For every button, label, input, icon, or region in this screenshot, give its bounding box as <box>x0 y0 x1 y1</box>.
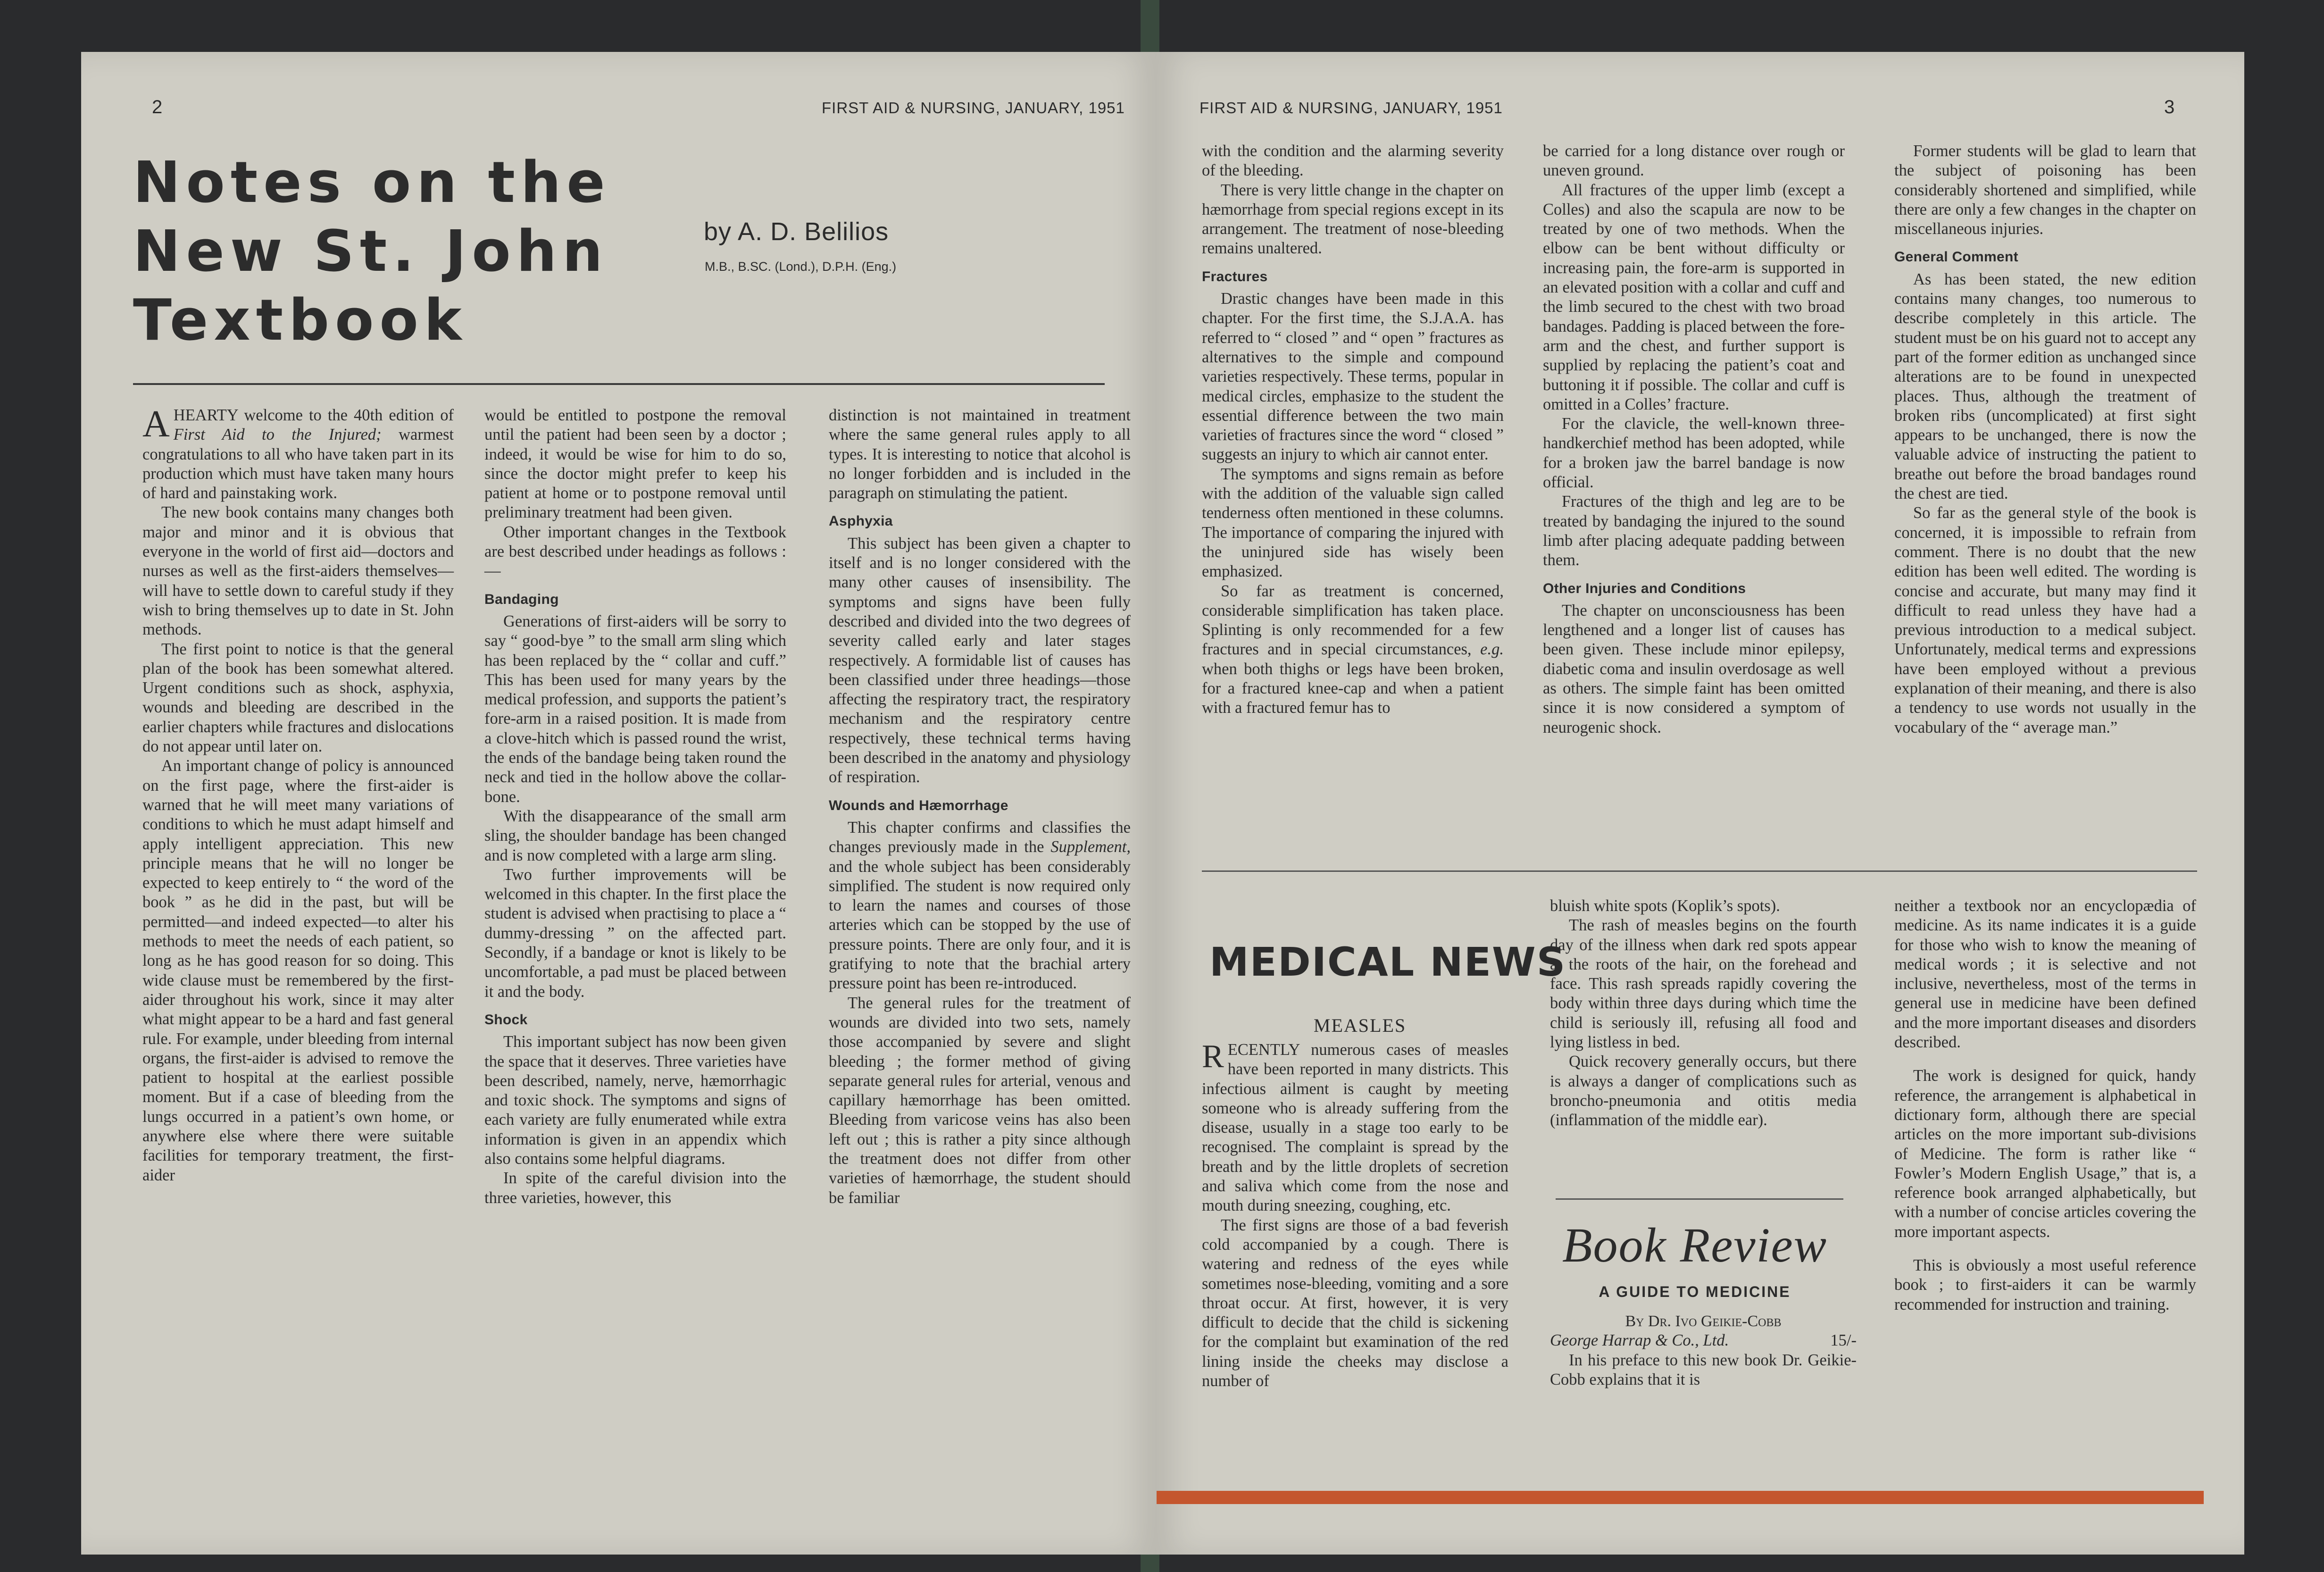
paragraph: Drastic changes have been made in this chapter. For the first time, the S.J.A.A. has referred to “ closed ” and “ open ” fractures as alternatives to the simple and compound varieties respectively. These terms, popular in medical circles, emphasize to the student the essential difference between the two main varieties of fractures since the word “ closed ” suggests an injury to which air cannot enter. <box>1202 290 1504 464</box>
paragraph: The new book contains many changes both major and minor and it is obvious that everyone in the world of first aid—doctors and nurses as well as the first-aiders themselves—will have to settle down to careful study if they wish to bring themselves up to date in St. John methods. <box>142 503 454 639</box>
paragraph: With the disappearance of the small arm sling, the shoulder bandage has been changed and is now completed with a large arm sling. <box>484 807 786 864</box>
paragraph: The work is designed for quick, handy reference, the arrangement is alphabetical in dictionary form, although there are special articles on the more important sub-divisions of Medicine. The form is rather like “ Fowler’s Modern English Usage,” that is, a reference book arranged alphabetically, but with a number of concise articles covering the more important aspects. <box>1894 1067 2196 1241</box>
book-title-italic: First Aid to the Injured; <box>173 426 382 444</box>
book-review-publisher-line <box>1550 1331 1857 1350</box>
paragraph: neither a textbook nor an encyclopædia of medicine. As its name indicates it is a guide for those who wish to know the meaning of medical words ; it is selective and not inclusive, nevertheless, most of the terms in general use in medicine have been defined and the more important diseases and disorders described. <box>1894 897 2196 1052</box>
title-line: Textbook <box>133 288 467 353</box>
paragraph: bluish white spots (Koplik’s spots). <box>1550 897 1780 915</box>
page-number: 2 <box>152 97 163 117</box>
paragraph: In spite of the careful division into the three varieties, however, this <box>484 1169 786 1207</box>
text-run: HEARTY welcome to the 40th edition of <box>173 406 454 424</box>
paragraph: The general rules for the treatment of wounds are divided into two sets, namely those accompanied by severe and slight bleeding ; the former method of giving separate general rules for arterial, venous and capillary hæmorrhage has been omitted. Bleeding from varicose veins has also been left out ; this is rather a pity since although the treatment does not differ from other varieties of hæmorrhage, the student should be familiar <box>829 994 1131 1207</box>
section-divider <box>1202 870 2197 872</box>
title-rule <box>133 383 1105 385</box>
measles-heading: MEASLES <box>1313 1015 1407 1036</box>
section-heading: Asphyxia <box>829 513 893 529</box>
paragraph: In his preface to this new book Dr. Geikie-Cobb explains that it is <box>1550 1351 1857 1388</box>
paragraph: Former students will be glad to learn that the subject of poisoning has been considerably shortened and simplified, while there are only a few changes in the chapter on miscellaneous injuries. <box>1894 142 2196 238</box>
paragraph: This important subject has now been given the space that it deserves. Three varieties have been described, namely, nerve, hæmorrhagic and toxic shock. The symptoms and signs of each variety are fully enumerated while extra information is given in an appendix which also contains some helpful diagrams. <box>484 1033 786 1168</box>
byline: by A. D. Belilios <box>704 217 889 246</box>
article-column-4 <box>1202 142 1504 718</box>
paragraph: Other important changes in the Textbook are best described under headings as follows :— <box>484 523 786 580</box>
text-run: when both thighs or legs have been broken, for a fractured knee-cap and when a patient with a fractured femur has to <box>1202 660 1504 717</box>
book-review-divider <box>1556 1198 1843 1200</box>
title-line: New St. John <box>133 219 608 284</box>
paragraph: distinction is not maintained in treatment where the same general rules apply to all types. It is interesting to notice that alcohol is no longer forbidden and is included in the paragraph on stimulating the patient. <box>829 406 1131 502</box>
paragraph: The first point to notice is that the general plan of the book has been somewhat altered. Urgent conditions such as shock, asphyxia, wounds and bleeding are described in the earlier chapters while fractures and dislocations do not appear until later on. <box>142 640 454 756</box>
running-header: FIRST AID & NURSING, JANUARY, 1951 <box>1199 99 1503 117</box>
article-column-3 <box>829 406 1131 1208</box>
paragraph: An important change of policy is announced on the first page, where the first-aider is warned that he will meet many variations of conditions to which he must adapt himself and apply intelligent appreciation. This new principle means that he will no longer be expected to keep entirely to “ the word of the book ” as he did in the past, but will be permitted—and indeed expected—to alter his methods to meet the needs of each patient, so long as he has good reason for so doing. This wide clause must be remembered by the first-aider throughout his work, since it may alter what might appear to be a hard and fast general rule. For example, under bleeding from internal organs, the first-aider is advised to remove the patient to hospital at the earliest possible moment. But if a case of bleeding from the lungs occurred in a patient’s own home, or anywhere else where there were suitable facilities for temporary treatment, the first-aider <box>142 757 454 1184</box>
left-page <box>81 52 1157 1555</box>
paragraph: All fractures of the upper limb (except a Colles) and also the scapula are now to be treated by one of two methods. When the elbow can be bent without difficulty or increasing pain, the fore-arm is supported in an elevated position with a collar and cuff and the limb secured to the chest with two broad bandages. Padding is placed between the fore-arm and the chest, and further support is supplied by replacing the patient’s coat and buttoning it if possible. The collar and cuff is omitted in a Colles’ fracture. <box>1543 181 1845 413</box>
paragraph: be carried for a long distance over rough or uneven ground. <box>1543 142 1845 180</box>
paragraph: The first signs are those of a bad feverish cold accompanied by a cough. There is watering and redness of the eyes while sometimes nose-bleeding, vomiting and a sore throat occur. At first, however, it is very difficult to decide that the child is sickening for the complaint but examination of the red lining inside the cheeks may disclose a number of <box>1202 1216 1508 1390</box>
medical-news-column-2 <box>1550 896 1857 1130</box>
paragraph: Fractures of the thigh and leg are to be treated by bandaging the injured to the sound limb after placing adequate padding between them. <box>1543 493 1845 569</box>
paragraph <box>829 818 1131 994</box>
supplement-italic: Supplement, <box>1050 838 1131 856</box>
paragraph: As has been stated, the new edition contains many changes, too numerous to describe completely in this article. The student must be on his guard not to accept any part of the former edition as unchanged since alterations are to be found in unexpected places. Thus, although the treatment of broken ribs (uncomplicated) at first sight appears to be unchanged, there is now the valuable advice of instructing the patient to breathe out before the broad bandages round the chest are tied. <box>1894 270 2196 503</box>
book-review-column-2 <box>1894 896 2196 1314</box>
paragraph: Quick recovery generally occurs, but there is always a danger of complications such as broncho-pneumonia and otitis media (inflammation of the middle ear). <box>1550 1053 1857 1129</box>
paragraph: Two further improvements will be welcomed in this chapter. In the first place the student is advised when practising to place a “ dummy-dressing ” on the affected part. Secondly, if a bandage or knot is likely to be uncomfortable, a pad must be placed between it and the body. <box>484 865 786 1001</box>
paragraph: The rash of measles begins on the fourth day of the illness when dark red spots appear at the roots of the hair, on the forehead and face. This rash spreads rapidly covering the body within three days during which time the child is seriously ill, refusing all food and lying listless in bed. <box>1550 916 1857 1052</box>
drop-cap: A <box>142 403 170 445</box>
section-heading: Bandaging <box>484 591 559 607</box>
section-heading: Wounds and Hæmorrhage <box>829 797 1008 813</box>
text-run: This chapter confirms and classifies the changes previously made in the <box>829 818 1131 856</box>
book-review-price: 15/- <box>1830 1331 1857 1350</box>
section-heading: Fractures <box>1202 268 1268 284</box>
section-heading: Shock <box>484 1012 528 1028</box>
medical-news-column-1 <box>1202 1040 1508 1391</box>
paragraph: This subject has been given a chapter to itself and is no longer considered with the many other causes of insensibility. The symptoms and signs have been fully described and divided into the two degrees of severity called early and later stages respectively. A formidable list of causes has been classified under three headings—those affecting the respiratory tract, the respiratory mechanism and the respiratory centre respectively, these technical terms having been described in the anatomy and physiology of respiration. <box>829 534 1131 786</box>
paragraph: The symptoms and signs remain as before with the addition of the valuable sign called tenderness often mentioned in these columns. The importance of comparing the injured with the uninjured side has wisely been emphasized. <box>1202 465 1504 581</box>
right-page <box>1155 52 2244 1555</box>
title-line: Notes on the <box>133 150 611 216</box>
paragraph: For the clavicle, the well-known three-handkerchief method has been adopted, while for a broken jaw the barrel bandage is now official. <box>1543 415 1845 492</box>
article-column-2 <box>484 406 786 1208</box>
eg-italic: e.g. <box>1480 640 1504 659</box>
book-review-publisher: George Harrap & Co., Ltd. <box>1550 1331 1729 1350</box>
running-header: FIRST AID & NURSING, JANUARY, 1951 <box>822 99 1125 117</box>
book-review-title: Book Review <box>1562 1218 1827 1272</box>
paragraph: Generations of first-aiders will be sorry to say “ good-bye ” to the small arm sling which has been replaced by the “ collar and cuff.” This has been used for many years by the medical profession, and supports the patient’s fore-arm in a raised position. It is made from a clove-hitch which is passed round the wrist, the ends of the bandage being taken round the neck and tied in the hollow above the collar-bone. <box>484 612 786 806</box>
paragraph: The chapter on unconsciousness has been lengthened and a longer list of causes has been given. These include minor epilepsy, diabetic coma and insulin overdosage as well as others. The simple faint has been omitted since it is now considered a symptom of neurogenic shock. <box>1543 601 1845 736</box>
drop-cap: R <box>1202 1038 1224 1075</box>
cover-edge <box>1157 1491 2204 1504</box>
book-review-author: By Dr. Ivo Geikie-Cobb <box>1625 1313 1782 1330</box>
paragraph: would be entitled to postpone the removal until the patient had been seen by a doctor ; indeed, it would be wise for him to do so, since the doctor might prefer to keep his patient at home or to postpone removal until preliminary treatment had been given. <box>484 406 786 522</box>
medical-news-title: MEDICAL NEWS <box>1209 939 1566 985</box>
article-title <box>133 149 611 355</box>
paragraph: So far as the general style of the book is concerned, it is impossible to refrain from comment. There is no doubt that the new edition has been well edited. The wording is concise and accurate, but many may find it difficult to read unless they have had a previous introduction to a medical subject. Unfortunately, medical terms and expressions have been employed without a previous explanation of their meaning, and there is also a tendency to use words not usually in the vocabulary of the “ average man.” <box>1894 504 2196 736</box>
article-column-5 <box>1543 142 1845 737</box>
text-run: and the whole subject has been considerably simplified. The student is now required only to learn the names and courses of those arteries which can be stopped by the use of pressure points. There are only four, and it is gratifying to note that the brachial artery pressure point has been re-introduced. <box>829 857 1131 993</box>
book-review-book-title: A GUIDE TO MEDICINE <box>1599 1283 1791 1300</box>
paragraph <box>1202 1040 1508 1216</box>
page-number: 3 <box>2164 97 2175 117</box>
paragraph <box>142 403 454 503</box>
text-run: So far as treatment is concerned, considerable simplification has taken place. Splinting is only recommended for a few fractures and in special circumstances, <box>1202 582 1504 659</box>
paragraph <box>1202 582 1504 718</box>
paragraph: This is obviously a most useful reference book ; to first-aiders it can be warmly recommended for instruction and training. <box>1894 1256 2196 1313</box>
text-run: warmest congratulations to all who have taken part in its production which must have taken many hours of hard and painstaking work. <box>142 426 454 502</box>
paragraph: with the condition and the alarming severity of the bleeding. <box>1202 142 1504 180</box>
section-heading: General Comment <box>1894 249 2018 265</box>
paragraph: There is very little change in the chapter on hæmorrhage from special regions except in its arrangement. The treatment of nose-bleeding remains unaltered. <box>1202 181 1504 258</box>
section-heading: Other Injuries and Conditions <box>1543 580 1746 596</box>
text-run: ECENTLY numerous cases of measles have been reported in many districts. This infectious ailment is caught by meeting someone who is already suffering from the disease, usually in a stage too early to be recognised. The complaint is spread by the breath and by the little droplets of secretion and saliva which come from the nose and mouth during sneezing, coughing, etc. <box>1202 1041 1508 1215</box>
author-qualifications: M.B., B.SC. (Lond.), D.P.H. (Eng.) <box>705 259 897 274</box>
book-review-column <box>1550 1312 1857 1389</box>
article-column-6 <box>1894 142 2196 737</box>
article-column-1 <box>142 403 454 1185</box>
